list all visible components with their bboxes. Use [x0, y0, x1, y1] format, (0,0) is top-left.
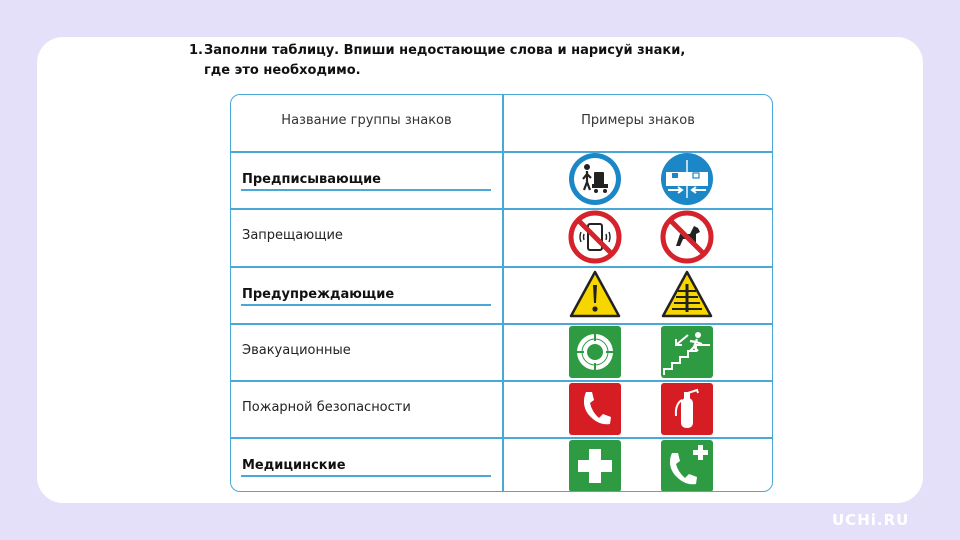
first-aid-cross-sign-icon	[568, 439, 622, 492]
answer-line[interactable]	[241, 189, 491, 191]
task-number: 1.	[189, 43, 203, 58]
fire-extinguisher-sign-icon	[660, 382, 714, 436]
row-label-medical: Медицинские	[242, 458, 346, 473]
task-text-line-1: Заполни таблицу. Впиши недостающие слова и нарисуй знаки,	[204, 43, 686, 58]
exclamation-warning-sign-icon	[568, 268, 622, 322]
header-group-name: Название группы знаков	[281, 113, 452, 128]
task-text-line-2: где это необходимо.	[204, 63, 361, 78]
wheelchair-access-sign-icon	[568, 152, 622, 206]
uchi-ru-logo: UCHi.RU	[832, 511, 910, 529]
door-sliding-sign-icon	[660, 152, 714, 206]
row-label-prohibition: Запрещающие	[242, 228, 343, 243]
row-label-fire-safety: Пожарной безопасности	[242, 400, 411, 415]
answer-line[interactable]	[241, 475, 491, 477]
column-divider	[502, 95, 504, 491]
fire-phone-sign-icon	[568, 382, 622, 436]
row-label-mandatory: Предписывающие	[242, 172, 381, 187]
railway-crossing-warning-sign-icon	[660, 268, 714, 322]
lifebuoy-sign-icon	[568, 325, 622, 379]
emergency-exit-stairs-sign-icon	[660, 325, 714, 379]
medical-phone-sign-icon	[660, 439, 714, 492]
row-label-evacuation: Эвакуационные	[242, 343, 351, 358]
row-label-warning: Предупреждающие	[242, 287, 395, 302]
no-phone-sign-icon	[568, 210, 622, 264]
signs-table	[230, 94, 773, 492]
header-examples: Примеры знаков	[581, 113, 695, 128]
answer-line[interactable]	[241, 304, 491, 306]
no-dogs-sign-icon	[660, 210, 714, 264]
